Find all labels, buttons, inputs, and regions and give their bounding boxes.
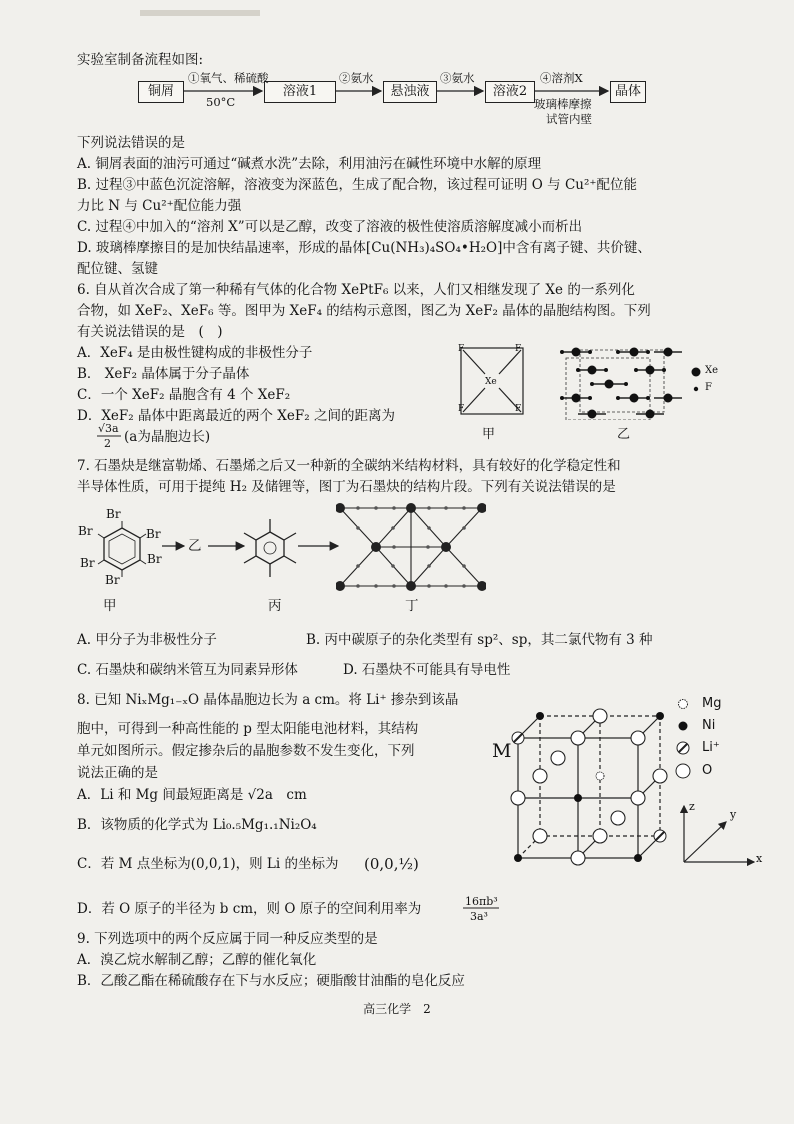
q8-point-m-label: M — [492, 740, 512, 762]
q6-stem-line3: 有关说法错误的是 ( ) — [77, 324, 223, 340]
q7-stem-line2: 半导体性质，可用于提纯 H₂ 及储锂等，图丁为石墨炔的结构片段。下列有关说法错误的是 — [77, 479, 616, 495]
flow-step1-label: ①氧气、稀硫酸 — [188, 71, 269, 85]
q6-fig-yi-label: 乙 — [617, 427, 631, 442]
legend-mg: Mg — [702, 696, 722, 711]
q7-fig-bing-label: 丙 — [268, 598, 282, 614]
q7-fig-ding-label: 丁 — [405, 598, 419, 614]
hexabromobenzene-structure — [92, 520, 152, 580]
legend-ni-marker — [676, 719, 690, 733]
graphdiyne-structure — [336, 500, 486, 594]
q8-stem-line3: 单元如图所示。假定掺杂后的晶胞参数不发生变化，下列 — [77, 743, 415, 759]
q5-option-d-line2: 配位键、氢键 — [77, 261, 158, 277]
xef4-f-bottom-left: F — [458, 404, 465, 414]
q8-option-d-denominator: 3a³ — [470, 910, 488, 923]
flow-step4-note2: 试管内壁 — [546, 112, 592, 126]
q6-option-b: B． XeF₂ 晶体属于分子晶体 — [77, 366, 250, 382]
br-top-left: Br — [78, 524, 93, 538]
flow-box-crystal: 晶体 — [610, 81, 646, 103]
br-bottom: Br — [105, 573, 120, 587]
q7-option-c: C. 石墨炔和碳纳米管互为同素异形体 — [77, 662, 298, 678]
q7-option-a: A. 甲分子为非极性分子 — [77, 632, 217, 648]
q6-option-c: C．一个 XeF₂ 晶胞含有 4 个 XeF₂ — [77, 387, 291, 403]
xef4-f-bottom-right: F — [515, 404, 522, 414]
q5-option-a: A. 铜屑表面的油污可通过“碱煮水洗”去除，利用油污在碱性环境中水解的原理 — [77, 156, 542, 172]
axis-x-label: x — [756, 852, 763, 865]
flow-box-solution1: 溶液1 — [264, 81, 336, 103]
q8-option-a: A．Li 和 Mg 间最短距离是 √2a cm — [77, 787, 307, 803]
q8-option-d-numerator: 16πb³ — [465, 895, 498, 908]
q9-stem: 9. 下列选项中的两个反应属于同一种反应类型的是 — [77, 931, 378, 947]
q6-fig-jia-label: 甲 — [482, 427, 496, 442]
flow-arrows — [0, 0, 794, 140]
xef4-f-top-left: F — [458, 344, 465, 354]
xef4-xe-center: Xe — [485, 377, 497, 387]
q7-intermediate-yi: 乙 — [188, 538, 202, 554]
q6-option-d: D．XeF₂ 晶体中距离最近的两个 XeF₂ 之间的距离为 — [77, 408, 395, 424]
flow-step4-note1: 玻璃棒摩擦 — [534, 97, 592, 111]
br-bottom-left: Br — [80, 556, 95, 570]
q8-option-c: C．若 M 点坐标为(0,0,1)，则 Li 的坐标为 — [77, 856, 339, 872]
xef2-legend-xe: Xe — [705, 365, 719, 376]
q8-option-d: D．若 O 原子的半径为 b cm，则 O 原子的空间利用率为 — [77, 901, 422, 917]
xef2-legend-f: F — [705, 382, 712, 393]
flow-intro: 实验室制备流程如图: — [77, 52, 204, 68]
xef4-f-top-right: F — [515, 344, 522, 354]
q6-option-d-fraction-denominator: 2 — [104, 437, 111, 450]
q8-stem-line1: 8. 已知 NiₓMg₁₋ₓO 晶体晶胞边长为 a cm。将 Li⁺ 掺杂到该晶 — [77, 692, 459, 708]
page-footer: 高三化学 2 — [363, 1002, 431, 1016]
legend-o: O — [702, 763, 713, 778]
flow-box-suspension: 悬浊液 — [383, 81, 437, 103]
q6-option-d-fraction-numerator: √3a — [98, 422, 119, 435]
q6-option-a: A．XeF₄ 是由极性键构成的非极性分子 — [77, 345, 313, 361]
legend-li-marker — [675, 740, 691, 756]
flow-box-copper: 铜屑 — [138, 81, 184, 103]
legend-ni: Ni — [702, 718, 716, 733]
br-top: Br — [106, 507, 121, 521]
flow-step2-label: ②氨水 — [339, 71, 374, 85]
xef2-unit-cell-figure — [556, 340, 686, 420]
axis-z-label: z — [689, 800, 695, 813]
legend-li: Li⁺ — [702, 740, 720, 755]
q5-option-b-line1: B. 过程③中蓝色沉淀溶解，溶液变为深蓝色，生成了配合物，该过程可证明 O 与 Cu²⁺配位能 — [77, 177, 638, 193]
legend-mg-marker — [676, 697, 690, 711]
q6-stem-line2: 合物，如 XeF₂、XeF₆ 等。图甲为 XeF₄ 的结构示意图，图乙为 XeF₂ 晶体的晶胞结构图。下列 — [77, 303, 651, 319]
q7-option-d: D. 石墨炔不可能具有导电性 — [343, 662, 511, 678]
li-doped-unit-cell-figure — [510, 708, 670, 878]
q6-option-d-tail: (a为晶胞边长) — [124, 429, 211, 445]
br-bottom-right: Br — [147, 552, 162, 566]
q8-option-c-coordinate: (0,0,½) — [364, 855, 419, 873]
xef2-legend-xe-dot — [690, 366, 702, 378]
q8-option-b: B．该物质的化学式为 Li₀.₅Mg₁.₁Ni₂O₄ — [77, 817, 317, 833]
q6-stem-line1: 6. 自从首次合成了第一种稀有气体的化合物 XePtF₆ 以来，人们又相继发现了 Xe 的一系列化 — [77, 282, 635, 298]
q6-fraction-bar — [97, 434, 127, 438]
q7-fig-jia-label: 甲 — [103, 598, 117, 614]
q7-stem-line1: 7. 石墨炔是继富勒烯、石墨烯之后又一种新的全碳纳米结构材料，具有较好的化学稳定性和 — [77, 458, 621, 474]
flow-step3-label: ③氨水 — [440, 71, 475, 85]
axis-y-label: y — [730, 808, 737, 821]
br-top-right: Br — [146, 527, 161, 541]
q5-option-c: C. 过程④中加入的“溶剂 X”可以是乙醇，改变了溶液的极性使溶质溶解度减小而析出 — [77, 219, 583, 235]
legend-o-marker — [674, 762, 692, 780]
flow-step4-label: ④溶剂X — [540, 71, 583, 85]
q5-option-d-line1: D. 玻璃棒摩擦目的是加快结晶速率，形成的晶体[Cu(NH₃)₄SO₄•H₂O]中含有离子键、共价键、 — [77, 240, 651, 256]
q8-stem-line4: 说法正确的是 — [77, 765, 158, 781]
q8-stem-line2: 胞中，可得到一种高性能的 p 型太阳能电池材料，其结构 — [77, 721, 419, 737]
flow-step1-temp: 50°C — [206, 95, 236, 109]
flow-box-solution2: 溶液2 — [485, 81, 535, 103]
q7-option-b: B. 丙中碳原子的杂化类型有 sp²、sp，其二氯代物有 3 种 — [306, 632, 653, 648]
q5-option-b-line2: 力比 N 与 Cu²⁺配位能力强 — [77, 198, 242, 214]
hexaethynylbenzene-structure — [240, 516, 300, 586]
q5-stem: 下列说法错误的是 — [77, 135, 185, 151]
xef2-legend-f-dot — [690, 383, 702, 395]
q9-option-a: A．溴乙烷水解制乙醇；乙醇的催化氧化 — [77, 952, 317, 968]
q9-option-b: B．乙酸乙酯在稀硫酸存在下与水反应；硬脂酸甘油酯的皂化反应 — [77, 973, 465, 989]
